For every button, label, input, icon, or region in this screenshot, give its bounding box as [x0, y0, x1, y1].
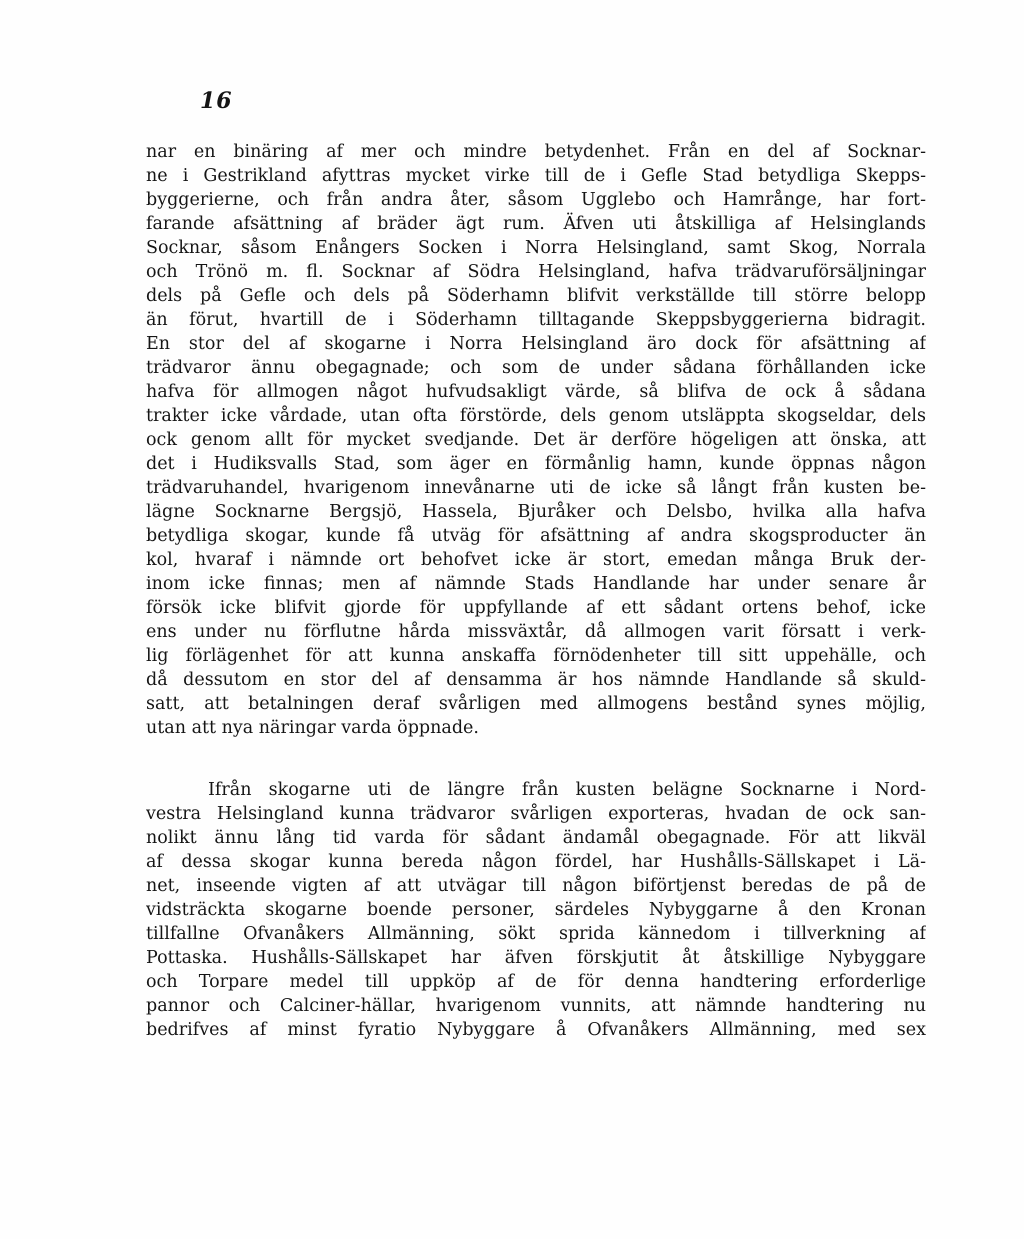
text-line: utan att nya näringar varda öppnade.	[146, 718, 479, 738]
text-line: byggerierne, och från andra åter, såsom Ugglebo och Hamrånge, har fort-	[146, 190, 926, 210]
text-line: Ifrån skogarne uti de längre från kusten belägne Socknarne i Nord-	[208, 780, 926, 800]
text-line: trädvaruhandel, hvarigenom innevånarne uti de icke så långt från kusten be-	[146, 478, 926, 498]
page-number: 16	[200, 88, 233, 114]
text-line: trakter icke vårdade, utan ofta förstörde, dels genom utsläppta skogseldar, dels	[146, 406, 926, 426]
text-line: betydliga skogar, kunde få utväg för afsättning af andra skogsproducter än	[146, 526, 926, 546]
text-line: vestra Helsingland kunna trädvaror svårligen exporteras, hvadan de ock san-	[146, 804, 926, 824]
text-line: af dessa skogar kunna bereda någon fördel, har Hushålls-Sällskapet i Lä-	[146, 852, 926, 872]
text-line: hafva för allmogen något hufvudsakligt värde, så blifva de ock å sådana	[146, 382, 926, 402]
text-line: farande afsättning af bräder ägt rum. Äfven uti åtskilliga af Helsinglands	[146, 214, 926, 234]
text-line: net, inseende vigten af att utvägar till någon biförtjenst beredas de på de	[146, 876, 926, 896]
text-line: trädvaror ännu obegagnade; och som de under sådana förhållanden icke	[146, 358, 926, 378]
text-line: dels på Gefle och dels på Söderhamn blifvit verkställde till större belopp	[146, 286, 926, 306]
text-line: lägne Socknarne Bergsjö, Hassela, Bjuråker och Delsbo, hvilka alla hafva	[146, 502, 926, 522]
text-line: och Trönö m. fl. Socknar af Södra Helsingland, hafva trädvaruförsäljningar	[146, 262, 926, 282]
text-line: ock genom allt för mycket svedjande. Det är derföre högeligen att önska, att	[146, 430, 926, 450]
text-line: nolikt ännu lång tid varda för sådant ändamål obegagnade. För att likväl	[146, 828, 926, 848]
text-line: ens under nu förflutne hårda missväxtår, då allmogen varit försatt i verk-	[146, 622, 926, 642]
text-line: ne i Gestrikland afyttras mycket virke till de i Gefle Stad betydliga Skepps-	[146, 166, 926, 186]
text-line: Socknar, såsom Enångers Socken i Norra Helsingland, samt Skog, Norrala	[146, 238, 926, 258]
text-line: och Torpare medel till uppköp af de för denna handtering erforderlige	[146, 972, 926, 992]
text-line: pannor och Calciner-hällar, hvarigenom vunnits, att nämnde handtering nu	[146, 996, 926, 1016]
text-line: tillfallne Ofvanåkers Allmänning, sökt sprida kännedom i tillverkning af	[146, 924, 926, 944]
text-line: En stor del af skogarne i Norra Helsingland äro dock för afsättning af	[146, 334, 926, 354]
text-line: nar en binäring af mer och mindre betydenhet. Från en del af Socknar-	[146, 142, 926, 162]
text-line: Pottaska. Hushålls-Sällskapet har äfven förskjutit åt åtskillige Nybyggare	[146, 948, 926, 968]
text-line: bedrifves af minst fyratio Nybyggare å Ofvanåkers Allmänning, med sex	[146, 1020, 926, 1040]
text-line: kol, hvaraf i nämnde ort behofvet icke är stort, emedan många Bruk der-	[146, 550, 926, 570]
text-line: än förut, hvartill de i Söderhamn tilltagande Skeppsbyggerierna bidragit.	[146, 310, 926, 330]
text-line: försök icke blifvit gjorde för uppfyllande af ett sådant ortens behof, icke	[146, 598, 926, 618]
text-line: vidsträckta skogarne boende personer, särdeles Nybyggarne å den Kronan	[146, 900, 926, 920]
text-line: då dessutom en stor del af densamma är hos nämnde Handlande så skuld-	[146, 670, 926, 690]
text-line: inom icke finnas; men af nämnde Stads Handlande har under senare år	[146, 574, 926, 594]
text-line: lig förlägenhet för att kunna anskaffa förnödenheter till sitt uppehälle, och	[146, 646, 926, 666]
text-line: det i Hudiksvalls Stad, som äger en förmånlig hamn, kunde öppnas någon	[146, 454, 926, 474]
text-line: satt, att betalningen deraf svårligen med allmogens bestånd synes möjlig,	[146, 694, 926, 714]
